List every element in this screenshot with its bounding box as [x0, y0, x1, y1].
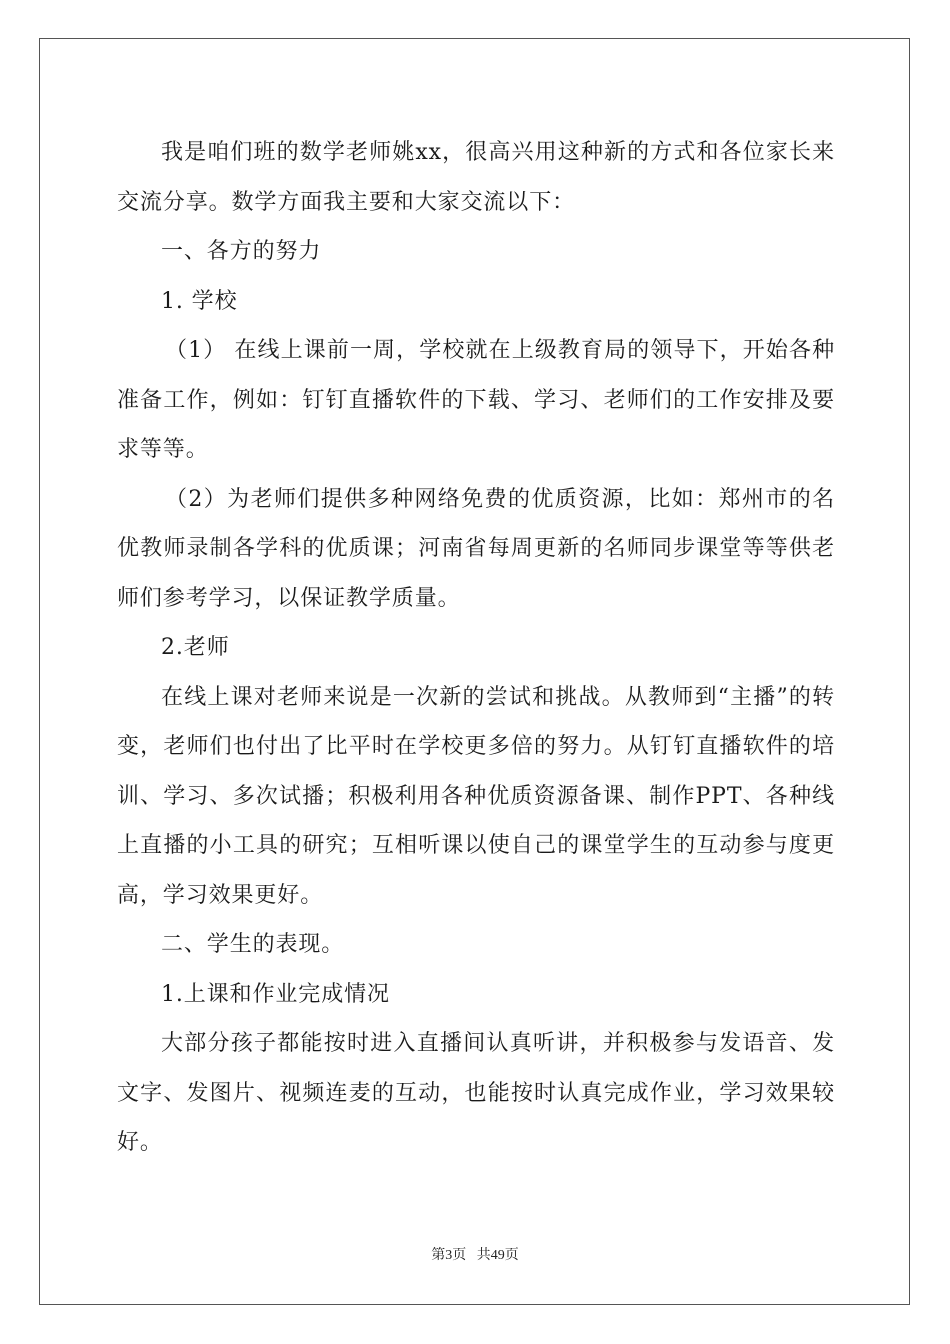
- paragraph-teacher: 在线上课对老师来说是一次新的尝试和挑战。从教师到“主播”的转变，老师们也付出了比平时在学校更多倍的努力。从钉钉直播软件的培训、学习、多次试播；积极利用各种优质资源备课、制作PPT、各种线上直播的小工具的研究；互相听课以使自己的课堂学生的互动参与度更高，学习效果更好。: [117, 684, 835, 908]
- paragraph-homework: 大部分孩子都能按时进入直播间认真听讲，并积极参与发语音、发文字、发图片、视频连麦的互动，也能按时认真完成作业，学习效果较好。: [117, 1031, 835, 1155]
- document-body: [117, 128, 835, 1168]
- heading-efforts: 一、各方的努力: [161, 239, 322, 264]
- total-pages: 共49页: [476, 1248, 519, 1263]
- paragraph-school-1: （1） 在线上课前一周，学校就在上级教育局的领导下，开始各种准备工作，例如：钉钉直播软件的下载、学习、老师们的工作安排及要求等等。: [117, 338, 835, 462]
- heading-students: 二、学生的表现。: [161, 932, 345, 957]
- heading-teacher: 2.老师: [161, 635, 230, 660]
- paragraph-intro: 我是咱们班的数学老师姚xx，很高兴用这种新的方式和各位家长来交流分享。数学方面我主要和大家交流以下：: [117, 140, 835, 215]
- page-number: 第3页: [431, 1248, 467, 1263]
- paragraph-school-2: （2）为老师们提供多种网络免费的优质资源，比如：郑州市的名优教师录制各学科的优质课；河南省每周更新的名师同步课堂等等供老师们参考学习，以保证教学质量。: [117, 486, 835, 611]
- page-footer: [0, 1244, 950, 1264]
- heading-homework: 1.上课和作业完成情况: [161, 981, 390, 1007]
- heading-school: 1. 学校: [161, 288, 238, 314]
